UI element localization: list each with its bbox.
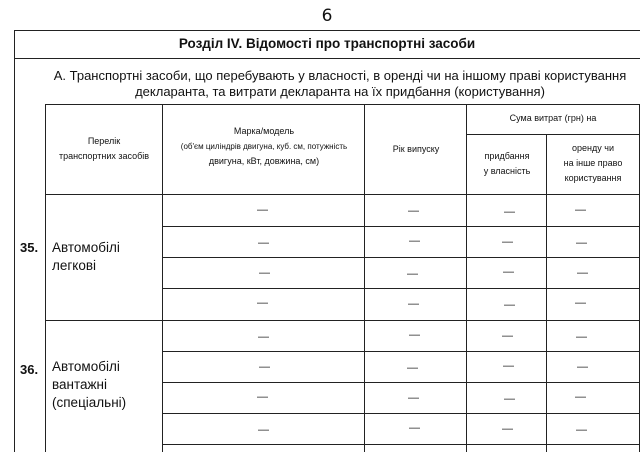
empty-cell-mark: — (408, 392, 419, 404)
row-label-line: Автомобілі (52, 240, 120, 255)
empty-cell-mark: — (258, 424, 269, 436)
empty-cell-mark: — (407, 268, 418, 280)
row-number: 35. (20, 240, 39, 255)
empty-cell-mark: — (577, 267, 588, 279)
empty-cell-mark: — (407, 362, 418, 374)
empty-cell-mark: — (408, 205, 419, 217)
empty-cell-mark: — (577, 361, 588, 373)
header-lease-line3: користування (564, 173, 622, 183)
row-divider (162, 226, 640, 227)
group-divider (45, 320, 640, 321)
empty-cell-mark: — (257, 204, 268, 216)
header-purchase (468, 149, 546, 179)
header-purchase-line2: у власність (483, 166, 531, 176)
header-purchase-line1: придбання (484, 151, 530, 161)
empty-cell-mark: — (504, 206, 515, 218)
row-label-passenger-cars (52, 239, 120, 275)
table-top-border (45, 104, 640, 105)
col-border (162, 104, 163, 452)
section-top-border (14, 30, 640, 31)
empty-cell-mark: — (576, 331, 587, 343)
section-title: Розділ IV. Відомості про транспортні засоби (178, 36, 476, 51)
col-border (364, 104, 365, 452)
page-number: 6 (321, 6, 333, 26)
header-vehicle-list (47, 134, 161, 164)
subsection-letter: А. (53, 68, 66, 83)
empty-cell-mark: — (259, 267, 270, 279)
empty-cell-mark: — (409, 329, 420, 341)
empty-cell-mark: — (257, 297, 268, 309)
empty-cell-mark: — (503, 360, 514, 372)
row-label-line: Автомобілі (52, 359, 120, 374)
row-number: 36. (20, 362, 39, 377)
empty-cell-mark: — (503, 266, 514, 278)
row-label-trucks (52, 358, 126, 412)
col-border (466, 104, 467, 452)
empty-cell-mark: — (576, 424, 587, 436)
empty-cell-mark: — (257, 391, 268, 403)
row-divider (162, 288, 640, 289)
row-divider (162, 413, 640, 414)
header-lease (548, 141, 638, 186)
empty-cell-mark: — (502, 236, 513, 248)
header-year: Рік випуску (392, 144, 440, 154)
row-divider (162, 444, 640, 445)
header-vehicle-list-line1: Перелік (87, 136, 121, 146)
section-left-border (14, 30, 15, 452)
subsection-title-line2: декларанта, та витрати декларанта на їх придбання (користування) (135, 84, 545, 99)
section-title-divider (14, 58, 640, 59)
col-border (45, 104, 46, 452)
header-vehicle-list-line2: транспортних засобів (58, 151, 150, 161)
header-lease-line1: оренду чи (572, 143, 614, 153)
row-divider (162, 351, 640, 352)
expenses-header-divider (466, 134, 640, 135)
subsection-title-text: Транспортні засоби, що перебувають у власності, в оренді чи на іншому праві користування (69, 68, 627, 83)
empty-cell-mark: — (258, 237, 269, 249)
row-label-line: (спеціальні) (52, 395, 127, 410)
empty-cell-mark: — (409, 422, 420, 434)
header-expenses: Сума витрат (грн) на (509, 113, 597, 123)
col-border (546, 134, 547, 452)
header-make-model-line3: двигуна, кВт, довжина, см) (208, 156, 320, 166)
header-lease-line2: на інше право (563, 158, 623, 168)
empty-cell-mark: — (575, 297, 586, 309)
row-label-line: легкові (52, 258, 97, 273)
subsection-title-line1 (40, 68, 640, 84)
empty-cell-mark: — (575, 391, 586, 403)
empty-cell-mark: — (258, 331, 269, 343)
row-divider (162, 382, 640, 383)
row-divider (162, 257, 640, 258)
empty-cell-mark: — (504, 299, 515, 311)
empty-cell-mark: — (504, 393, 515, 405)
empty-cell-mark: — (502, 330, 513, 342)
table-header-bottom (45, 194, 640, 195)
subsection-title (40, 68, 640, 100)
row-label-line: вантажні (52, 377, 108, 392)
header-make-model-line1: Марка/модель (233, 126, 295, 136)
empty-cell-mark: — (502, 423, 513, 435)
header-make-model-line2: (об'єм циліндрів двигуна, куб. см, потужність (180, 142, 348, 151)
header-make-model (164, 124, 364, 169)
empty-cell-mark: — (408, 298, 419, 310)
empty-cell-mark: — (259, 361, 270, 373)
empty-cell-mark: — (575, 204, 586, 216)
empty-cell-mark: — (409, 235, 420, 247)
empty-cell-mark: — (576, 237, 587, 249)
